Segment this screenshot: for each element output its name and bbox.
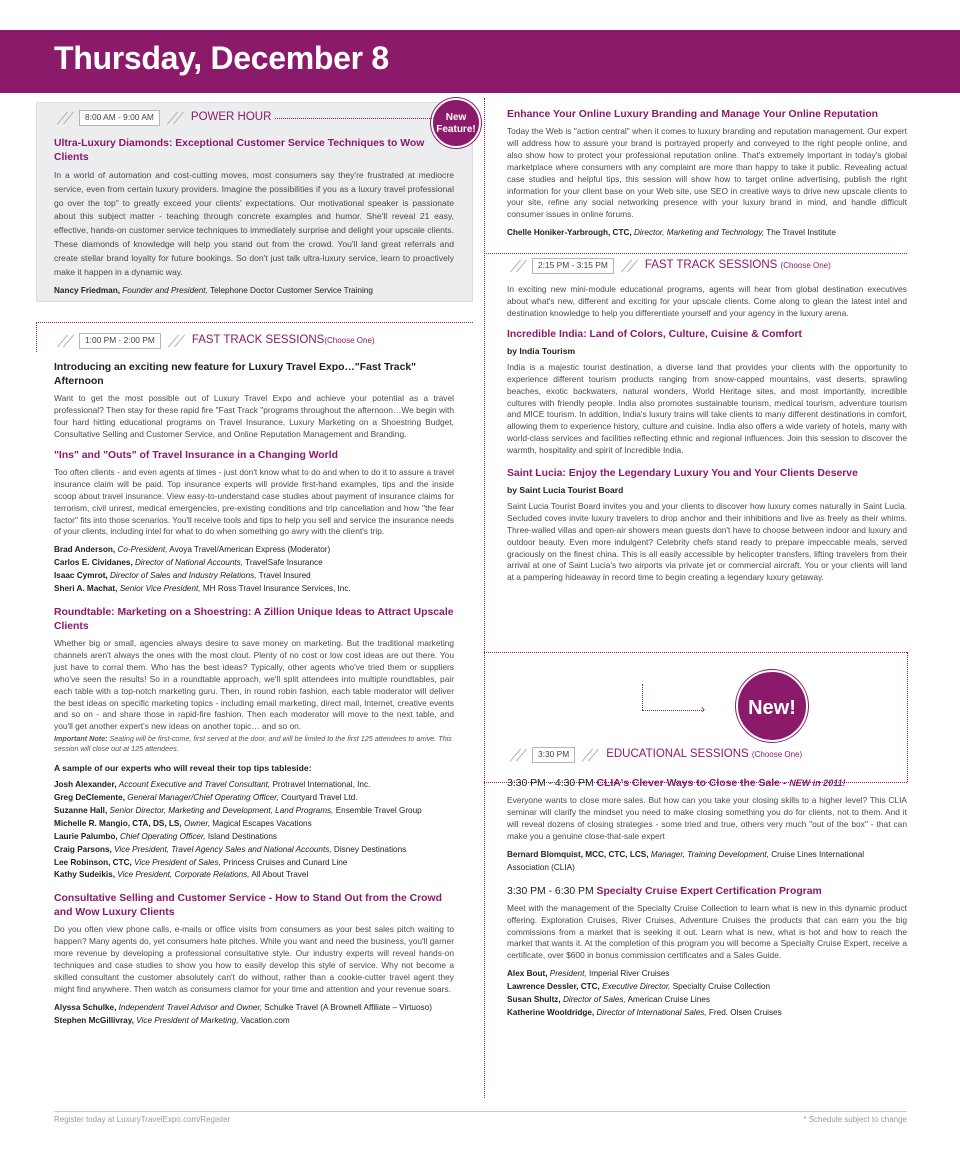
dotted-divider-right-edge [907, 652, 908, 782]
insurance-body: Too often clients - and even agents at times - just don't know what to do and when to do it to assure a travel insurance claim will be paid. Top insurance experts will provide first-hand examples, tips and the inside scoop about travel insurance. View easy-to-understand case studies about payment of insurance claims for terrorism, civil unrest, medical emergencies, pre-existing conditions and trip cancellation and how "the fear factor" fits into those scenarios. You'll receive tools and tips to help you sell and service the insurance needs of your clients, including intel for what to do when something go awry with the client's trip. [54, 466, 454, 537]
educational-header [507, 746, 907, 764]
slash-icon [507, 748, 529, 762]
speaker: Josh Alexander, Account Executive and Travel Consultant, Protravel International, Inc. [54, 780, 371, 790]
slash-icon [54, 334, 76, 348]
fast-track-1-time: 1:00 PM - 2:00 PM [79, 333, 161, 349]
roundtable-title: Roundtable: Marketing on a Shoestring: A Zillion Unique Ideas to Attract Upscale Clients [54, 606, 454, 632]
lucia-body: Saint Lucia Tourist Board invites you and your clients to discover how luxury comes naturally in Saint Lucia. Secluded coves invite luxury travelers to drop anchor and their inhibitions and live as freely as their whims. Three-walled villas and open-air showers mean guests don't have to choose between indoor and luxury and outdoor beauty. Even more indulgent? Celebrity chefs stand ready to prepare impeccable meals, served graciously on the finest china. This is all easily accessible by helicopter transfers, lifting travelers from their arrival at one of Saint Lucia's two airports via private jet or commercial aircraft. You or your clients will land at a pampering hideaway in record time to begin creating a legendary luxury getaway. [507, 500, 907, 583]
speaker: Katherine Wooldridge, Director of International Sales, Fred. Olsen Cruises [507, 1007, 782, 1017]
new-badge: New! [736, 670, 808, 742]
insurance-speakers [54, 544, 454, 596]
left-column [54, 100, 454, 1028]
dotted-divider-left [36, 322, 37, 352]
speaker: Brad Anderson, Co-President, Avoya Travel/American Express (Moderator) [54, 545, 331, 555]
speaker: Isaac Cymrot, Director of Sales and Industry Relations, Travel Insured [54, 571, 311, 581]
lucia-title: Saint Lucia: Enjoy the Legendary Luxury You and Your Clients Deserve [507, 468, 858, 480]
schedule-note: * Schedule subject to change [803, 1115, 907, 1124]
cruise-body: Meet with the management of the Specialty Cruise Collection to learn what is new in this dynamic product offering. Exploration Cruises, River Cruises, Adventure Cruises the products that can earn you the big commissions from a market that is seeking it out. Learn what is new, what is hot and how to reach the market that wants it. At the completion of this program you will become a Specialty Cruise Expert, receive a certificate, over $600 in bonus commission certificates and a Sales Guide. [507, 902, 907, 961]
slash-icon [164, 111, 186, 125]
power-hour-speaker: Nancy Friedman, Founder and President, Telephone Doctor Customer Service Training [54, 286, 373, 296]
speaker: Alex Bout, President, Imperial River Cruises [507, 969, 670, 979]
dotted-line [275, 118, 444, 119]
speaker: Lee Robinson, CTC, Vice President of Sales, Princess Cruises and Cunard Line [54, 857, 348, 867]
fast-track-intro-body: Want to get the most possible out of Luxury Travel Expo and achieve your potential as a travel professional? Then stay for these rapid fire "Fast Track "programs throughout the afternoon…We begin with four hard hitting educational programs on Travel Insurance, Luxury Marketing on a Shoestring Budget, Consultative Selling and Customer Service, and Online Reputation Management and Branding. [54, 393, 454, 439]
consult-title: Consultative Selling and Customer Service - How to Stand Out from the Crowd and Wow Luxury Clients [54, 893, 442, 919]
speaker: Susan Shultz, Director of Sales, American Cruise Lines [507, 995, 710, 1005]
reputation-speaker: Chelle Honiker-Yarbrough, CTC, Director, Marketing and Technology, The Travel Institute [507, 228, 836, 238]
arrow-icon: › [701, 702, 705, 716]
clia-body: Everyone wants to close more sales. But how can you take your closing skills to a higher level? This CLIA seminar will clarify the mindset you need to make closing something you do for clients, not to them. And it will reveal dozens of closing strategies - some tried and true, others very much "out of the box" - that can make you a genuine close-that-sale expert [507, 795, 907, 841]
cruise-speakers [507, 968, 907, 1020]
reputation-title: Enhance Your Online Luxury Branding and Manage Your Online Reputation [507, 109, 879, 120]
dotted-divider-center [484, 98, 485, 1098]
cruise-heading: 3:30 PM - 6:30 PM Specialty Cruise Expert Certification Program [507, 885, 822, 897]
roundtable-body: Whether big or small, agencies always desire to save money on marketing. But the traditional marketing channels aren't always the ones with the most clout. Plenty of no cost or low cost ideas are out there. You just have to corral them. Who has the best ideas? Typically, other agents who've tried them or suppliers who've seen the results! So in a roundtable approach, we'll split attendees into multiple roundtables, pair each table with a top-notch marketing guru. Then, in round robin fashion, each table moderator will deliver the best ideas on specific marketing topics - including email marketing, direct mail, Internet, creative events and so on - and share those in rapid-fire fashion. Then each moderator will move to the next table, and you'll get another expert's new ideas on another topic… and so on. [54, 637, 454, 732]
educational-time: 3:30 PM [532, 747, 575, 763]
register-link[interactable]: Register today at LuxuryTravelExpo.com/Register [54, 1115, 231, 1124]
speaker: Craig Parsons, Vice President, Travel Agency Sales and National Accounts, Disney Destinations [54, 844, 407, 854]
insurance-title: "Ins" and "Outs" of Travel Insurance in a Changing World [54, 449, 338, 461]
slash-icon [507, 259, 529, 273]
india-title: Incredible India: Land of Colors, Culture, Cuisine & Comfort [507, 328, 802, 340]
fast-track-1-header [54, 332, 454, 350]
slash-icon [165, 334, 187, 348]
india-body: India is a majestic tourist destination, a diverse land that provides your clients with the opportunity to experience different tourism products ranging from snow-capped mountains, vast deserts, sprawling beaches, exotic backwaters, natural wonders, World Heritage sites, and most importantly, incredible cultures with friendly people. India also promotes sustainable tourism, medical tourism, adventure tourism and MICE tourism. In addition, India's luxury trains will take clients to many different destinations in comfort, allowing them to experience history, culture and cuisine. India also offers a wide variety of hotels, many with world-class services and facilities reflecting ethnic and regional influences. Join this session to discover the warmth, hospitality and spirit of Incredible India. [507, 361, 907, 456]
lucia-by: by Saint Lucia Tourist Board [507, 485, 624, 496]
footer [54, 1111, 907, 1124]
fast-track-2-header [507, 257, 907, 275]
speaker: Michelle R. Mangio, CTA, DS, LS, Owner, Magical Escapes Vacations [54, 818, 312, 828]
clia-heading: 3:30 PM - 4:30 PM CLIA's Clever Ways to Close the Sale - NEW in 2011! [507, 778, 846, 790]
new-feature-badge: New Feature! [431, 98, 481, 148]
clia-speaker: Bernard Blomquist, MCC, CTC, LCS, Manager, Training Development, Cruise Lines International Association (CLIA) [507, 849, 865, 872]
speaker: Alyssa Schulke, Independent Travel Advisor and Owner, Schulke Travel (A Brownell Affiliate – Virtuoso) [54, 1002, 432, 1012]
slash-icon [618, 259, 640, 273]
speaker: Stephen McGillivray, Vice President of Marketing, Vacation.com [54, 1015, 290, 1025]
consult-speakers [54, 1002, 454, 1028]
speaker: Greg DeClemente, General Manager/Chief Operating Officer, Courtyard Travel Ltd. [54, 793, 358, 803]
speaker: Laurie Palumbo, Chief Operating Officer, Island Destinations [54, 831, 278, 841]
fast-track-1-label: FAST TRACK SESSIONS(Choose One) [191, 334, 375, 347]
roundtable-note: Important Note: Seating will be first-come, first served at the door, and will be limited to the first 125 attendees to arrive. This session will close out at 125 attendees. [54, 734, 452, 754]
consult-body: Do you often view phone calls, e-mails or office visits from consumers as your best sales pitch waiting to happen? Many agents do, yet consumers hate pitches. While you want and need the business, you'll garner more revenue by developing a professional consultative style. Our industry experts will reveal hands-on techniques and case studies to show you how to easily develop this style of service. Why not become a skilled consultant the customer absolutely can't do without, rather than a cookie-cutter travel agent they might find anywhere. Then watch as consumers clamor for your time and attention and your revenue soars. [54, 924, 454, 994]
fast-track-2-time: 2:15 PM - 3:15 PM [532, 258, 614, 274]
date-banner [0, 30, 960, 93]
india-by: by India Tourism [507, 345, 576, 356]
power-hour-header [54, 109, 454, 127]
speaker: Carlos E. Cividanes, Director of National Accounts, TravelSafe Insurance [54, 558, 323, 568]
page-title: Thursday, December 8 [54, 40, 389, 76]
speaker: Suzanne Hall, Senior Director, Marketing and Development, Land Programs, Ensemble Travel Group [54, 805, 422, 815]
speaker: Lawrence Dessler, CTC, Executive Director, Specialty Cruise Collection [507, 982, 771, 992]
experts-list [54, 779, 454, 882]
power-hour-time: 8:00 AM - 9:00 AM [79, 110, 160, 126]
reputation-body: Today the Web is "action central" when it comes to luxury branding and reputation management. Our expert will address how to assure your brand is portrayed properly and conveyed to the right people online, and also show how to protect your professional reputation online. That's extremely important in today's global marketplace where consumers with any complaint are more than happy to take it public. Revealing actual case studies and helpful tips, this session will show how to target online advertising, publish the right information for your client base on your Web site, use SEO in creative ways to drive new upscale clients to your site, refine any social networking presence with your luxury brand in mind, and handle difficult consumer issues in online forums. [507, 126, 907, 220]
slash-icon [579, 748, 601, 762]
experts-heading: A sample of our experts who will reveal their top tips tableside: [54, 763, 312, 774]
slash-icon [54, 111, 76, 125]
fast-track-intro-title: Introducing an exciting new feature for Luxury Travel Expo…"Fast Track" Afternoon [54, 362, 417, 388]
speaker: Sheri A. Machat, Senior Vice President, MH Ross Travel Insurance Services, Inc. [54, 584, 351, 594]
fast-track-2-label: FAST TRACK SESSIONS (Choose One) [644, 259, 831, 272]
power-hour-body: In a world of automation and cost-cutting moves, most consumers say they're frustrated at mediocre service, even from certain luxury providers. Imagine the possibilities if you as a luxury travel professional go over the top" to greatly exceed your clients' expectations. Our motivational speaker is passionate about this subject matter - teaching through concrete examples and humor. She'll reveal 21 easy, effective, hands-on customer service techniques to immediately surprise and delight your upscale clients. These diamonds of knowledge will help you stand out from the crowd. You'll land great referrals and create stellar brand loyalty for future bookings. So don't just talk ultra-luxury service, learn to proactively make it happen in a dynamic way. [54, 170, 454, 277]
power-hour-title: Ultra-Luxury Diamonds: Exceptional Customer Service Techniques to Wow Clients [54, 138, 425, 163]
power-hour-label: POWER HOUR [190, 111, 272, 124]
fast-track-2-intro: In exciting new mini-module educational programs, agents will hear from global destination executives about what's new, different and exciting for your upscale clients. Come along to glean the latest intel and destination knowledge to help you differentiate yourself and your agency in the luxury arena. [507, 284, 907, 318]
speaker: Kathy Sudeikis, Vice President, Corporate Relations, All About Travel [54, 870, 309, 880]
educational-label: EDUCATIONAL SESSIONS (Choose One) [606, 748, 803, 761]
right-column [507, 100, 907, 1020]
